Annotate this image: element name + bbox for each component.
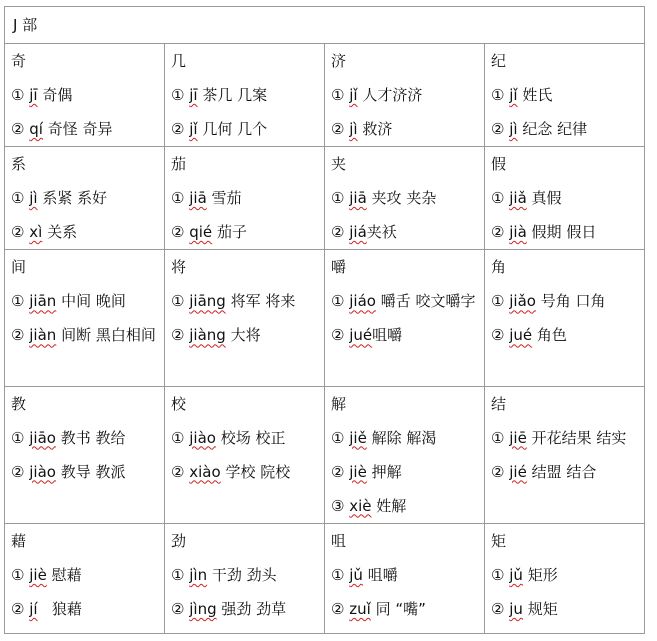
- char: 藉: [11, 531, 27, 550]
- reading: ① jǔ 咀嚼: [331, 565, 398, 584]
- reading: ② jiá夹袄: [331, 223, 397, 242]
- reading: ① jiān 中间 晚间: [11, 292, 126, 311]
- char: 几: [171, 52, 187, 71]
- reading: ① jiǎ 真假: [491, 189, 562, 208]
- char: 角: [491, 258, 507, 277]
- reading: ① jì 系紧 系好: [11, 189, 108, 208]
- reading: ② xiào 学校 院校: [171, 462, 291, 481]
- reading: ① jiāng 将军 将来: [171, 292, 296, 311]
- char-cell: [165, 386, 325, 523]
- char-cell: [5, 250, 165, 386]
- char: 夹: [331, 155, 347, 174]
- char-cell: [165, 250, 325, 386]
- reading: ② jiè 押解: [331, 462, 402, 481]
- reading: ① jiē 开花结果 结实: [491, 428, 627, 447]
- char-cell: [325, 250, 485, 386]
- char: 系: [11, 155, 27, 174]
- char: 将: [171, 258, 187, 277]
- char-cell: [325, 523, 485, 633]
- char-cell: [485, 523, 645, 633]
- reading: ① jiǎo 号角 口角: [491, 292, 606, 311]
- reading: ① jī 奇偶: [11, 86, 73, 105]
- reading: ② jié 结盟 结合: [491, 462, 597, 481]
- reading: ② jiàng 大将: [171, 326, 261, 345]
- reading: ② ju 规矩: [491, 599, 558, 618]
- reading: ② jiàn 间断 黑白相间: [11, 326, 156, 345]
- char: 间: [11, 258, 27, 277]
- reading: ② jué 角色: [491, 326, 567, 345]
- reading: ① jiā 夹攻 夹杂: [331, 189, 437, 208]
- char: 奇: [11, 52, 27, 71]
- reading: ② jìng 强劲 劲草: [171, 599, 287, 618]
- reading: ① jìn 干劲 劲头: [171, 565, 277, 584]
- reading: ① jǐ 姓氏: [491, 86, 553, 105]
- reading: ② xì 关系: [11, 223, 78, 242]
- char-cell: [165, 523, 325, 633]
- reading: ② jì 纪念 纪律: [491, 120, 588, 139]
- reading: ① jǐ 人才济济: [331, 86, 423, 105]
- polyphonic-char-table: [4, 6, 645, 634]
- char-cell: [165, 147, 325, 250]
- table-header: J 部: [5, 7, 645, 44]
- char: 教: [11, 394, 27, 413]
- reading: ② jí 狼藉: [11, 599, 82, 618]
- reading: ② qié 茄子: [171, 223, 247, 242]
- char-cell: [485, 44, 645, 147]
- char: 劲: [171, 531, 187, 550]
- reading: ① jiā 雪茄: [171, 189, 242, 208]
- reading: ① jǔ 矩形: [491, 565, 558, 584]
- char: 矩: [491, 531, 507, 550]
- reading: ① jiě 解除 解渴: [331, 428, 437, 447]
- reading: ② jué咀嚼: [331, 326, 403, 345]
- char-cell: [325, 386, 485, 523]
- reading: ② jì 救济: [331, 120, 393, 139]
- reading: ② qí 奇怪 奇异: [11, 120, 113, 139]
- char: 茄: [171, 155, 187, 174]
- char-cell: [325, 147, 485, 250]
- char: 济: [331, 52, 347, 71]
- reading: ① jiè 慰藉: [11, 565, 82, 584]
- char-cell: [485, 386, 645, 523]
- char: 解: [331, 394, 347, 413]
- reading: ② jǐ 几何 几个: [171, 120, 268, 139]
- char-cell: [485, 147, 645, 250]
- char-cell: [5, 147, 165, 250]
- char-cell: [5, 44, 165, 147]
- char: 假: [491, 155, 507, 174]
- char-cell: [325, 44, 485, 147]
- char-cell: [5, 386, 165, 523]
- char-cell: [485, 250, 645, 386]
- reading: ① jiāo 教书 教给: [11, 428, 126, 447]
- char: 结: [491, 394, 507, 413]
- reading: ② jià 假期 假日: [491, 223, 597, 242]
- reading: ① jiào 校场 校正: [171, 428, 286, 447]
- reading: ① jī 茶几 几案: [171, 86, 268, 105]
- reading: ① jiáo 嚼舌 咬文嚼字: [331, 292, 476, 311]
- char-cell: [5, 523, 165, 633]
- char-cell: [165, 44, 325, 147]
- char: 咀: [331, 531, 347, 550]
- char: 校: [171, 394, 187, 413]
- reading: ② jiào 教导 教派: [11, 462, 126, 481]
- reading: ② zuǐ 同 “嘴”: [331, 599, 426, 618]
- reading: ③ xiè 姓解: [331, 496, 407, 515]
- char: 嚼: [331, 258, 347, 277]
- char: 纪: [491, 52, 507, 71]
